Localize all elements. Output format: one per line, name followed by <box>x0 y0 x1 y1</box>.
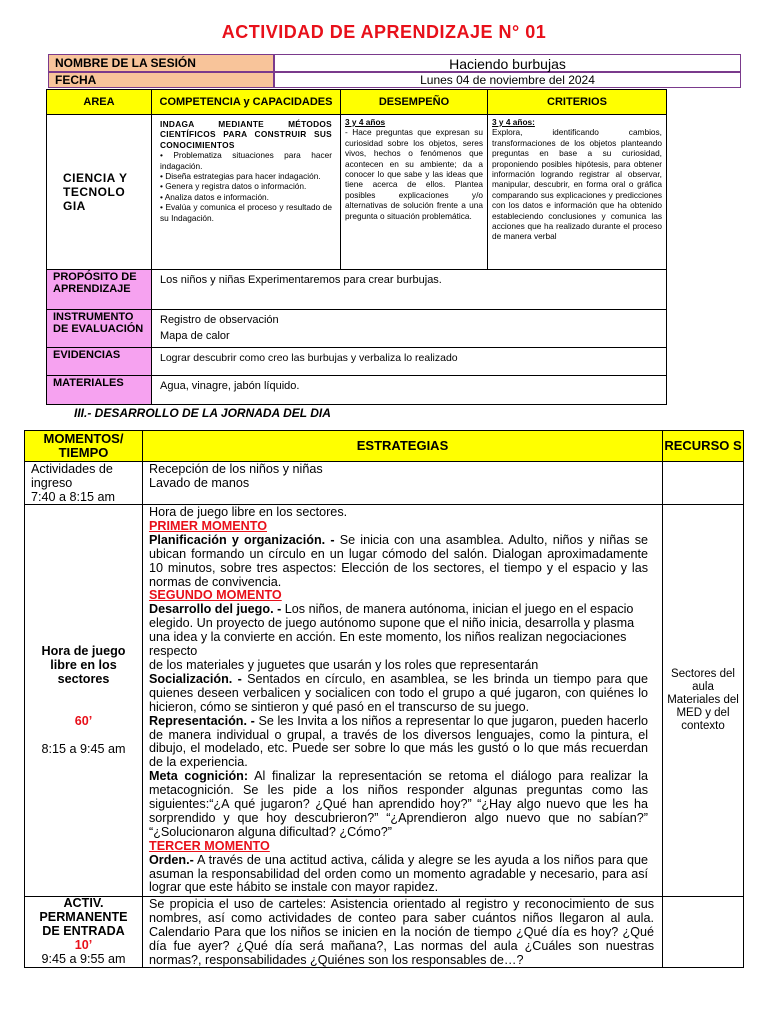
criterios-text: Explora, identificando cambios, transformaciones de los objetos planteando preguntas en base a su curiosidad, proponiendo posibles hipótesis, para obtener información logrando registrar al observar, manipular, descubrir, en forma oral o gráfica comparando sus explicaciones y predicciones con los datos e información que ha obtenido estableciendo conclusiones y comunica las acciones que ha realizado durante el proceso de manera verbal <box>492 127 662 242</box>
row1-moment-cell <box>24 461 143 505</box>
row3-text: Se propicia el uso de carteles: Asistencia orientado al registro y reconocimiento de sus nombres, así como actividades de conteo para saber cuántos niños llegaron al aula. Calendario Para que los niños se inicien en la noción de tiempo ¿Qué día es hoy? ¿Qué día fue ayer? ¿Qué día será mañana?, Las normas del aula ¿Cuáles son nuestras normas?, responsabilidades ¿Quiénes son los responsables de…? <box>149 897 654 967</box>
materiales-label: MATERIALES <box>46 375 152 405</box>
row2-moment-cell <box>24 504 143 897</box>
date-label: FECHA <box>48 72 274 88</box>
primer-momento-heading: PRIMER MOMENTO <box>149 518 268 533</box>
row1-strategy: Lavado de manos <box>149 475 250 490</box>
capacidad-item: • Analiza datos e información. <box>160 191 269 202</box>
criterios-cell <box>487 114 667 270</box>
desarrollo-text-continued: de los materiales y juguetes que usarán y los roles que representarán <box>149 657 539 672</box>
row2-time: 8:15 a 9:45 am <box>41 741 126 756</box>
instrumento-item: Mapa de calor <box>160 330 230 342</box>
section-heading: III.- DESARROLLO DE LA JORNADA DEL DIA <box>74 406 331 420</box>
row2-moment: Hora de juego libre en los sectores <box>41 644 126 686</box>
row2-strategies-cell <box>142 504 663 897</box>
evidencias-value: Lograr descubrir como creo las burbujas y verbaliza lo realizado <box>151 347 667 376</box>
area-value: CIENCIA Y TECNOLO GIA <box>63 171 128 213</box>
competencia-cell <box>151 114 341 270</box>
row3-strategies-cell <box>142 896 663 968</box>
row3-moment: ACTIV. PERMANENTE DE ENTRADA <box>39 896 128 938</box>
row2-resources: Sectores del aula Materiales del MED y del contexto <box>667 668 739 732</box>
instrumento-label: INSTRUMENTO DE EVALUACIÓN <box>46 309 152 348</box>
proposito-label: PROPÓSITO DE APRENDIZAJE <box>46 269 152 310</box>
row2-duration: 60’ <box>74 713 93 728</box>
evidencias-label: EVIDENCIAS <box>46 347 152 376</box>
header-recursos: RECURSO S <box>662 430 744 462</box>
metacognicion-text: Al finalizar la representación se retoma el diálogo para realizar la metacognición. Se les pide a los niños responder algunas preguntas como las siguientes:“¿A qué jugaron? ¿Qué han aprendido hoy?” “¿Hay algo nuevo que les ha sorprendido y que hoy descubrieron?” “¿Aprendieron algo nuevo que no sabían?” “¿Solucionaron alguna dificultad? ¿Cómo?” <box>149 769 648 839</box>
representacion-label: Representación. - <box>149 713 255 728</box>
row3-time: 9:45 a 9:55 am <box>41 951 126 966</box>
row3-duration: 10’ <box>74 937 93 952</box>
header-momentos: MOMENTOS/ TIEMPO <box>24 430 143 462</box>
proposito-value: Los niños y niñas Experimentaremos para crear burbujas. <box>151 269 667 310</box>
desempeno-cell <box>340 114 488 270</box>
instrumento-cell <box>151 309 667 348</box>
planificacion-label: Planificación y organización. - <box>149 532 335 547</box>
socializacion-text: Sentados en círculo, en asamblea, se les brinda un tiempo para que quienes deseen verbalicen y socialicen con todo el grupo a qué jugaron, con quiénes lo hicieron, cómo se sintieron y qué pasó en el transcurso de su juego. <box>149 671 648 714</box>
date-value: Lunes 04 de noviembre del 2024 <box>274 72 741 88</box>
header-area: AREA <box>46 89 152 115</box>
row1-time: 7:40 a 8:15 am <box>31 489 116 504</box>
row1-moment: Actividades de ingreso <box>31 462 113 490</box>
row1-resources-cell <box>662 461 744 505</box>
orden-text: A través de una actitud activa, cálida y alegre se les ayuda a los niños para que asuman la responsabilidad del orden como un momento agradable y necesario, para así lograr que este hábito se instale con mayor rapidez. <box>149 852 648 895</box>
row2-resources-cell <box>662 504 744 897</box>
materiales-value: Agua, vinagre, jabón líquido. <box>151 375 667 405</box>
row3-moment-cell <box>24 896 143 968</box>
row3-resources-cell <box>662 896 744 968</box>
criterios-age: 3 y 4 años: <box>492 117 535 127</box>
capacidad-item: • Genera y registra datos o información. <box>160 181 307 192</box>
representacion-text: Se les Invita a los niños a representar lo que jugaron, pueden hacerlo de manera individual o grupal, a través de los diversos lenguajes, como la pintura, el dibujo, el modelado, etc. Puede ser sobre lo que más les gustó o lo que más recuerdan de la experiencia. <box>149 713 649 770</box>
competencia-title: INDAGA MEDIANTE MÉTODOS CIENTÍFICOS PARA CONSTRUIR SUS CONOCIMIENTOS <box>160 119 332 150</box>
tercer-momento-heading: TERCER MOMENTO <box>149 838 270 853</box>
area-cell <box>46 114 152 270</box>
header-competencia: COMPETENCIA y CAPACIDADES <box>151 89 341 115</box>
row1-strategies-cell <box>142 461 663 505</box>
document-title: ACTIVIDAD DE APRENDIZAJE N° 01 <box>221 22 547 42</box>
capacidad-item: • Evalúa y comunica el proceso y resultado de su Indagación. <box>160 202 332 223</box>
header-criterios: CRITERIOS <box>487 89 667 115</box>
header-desempeno: DESEMPEÑO <box>340 89 488 115</box>
metacognicion-label: Meta cognición: <box>149 769 249 784</box>
capacidad-item: • Diseña estrategias para hacer indagación. <box>160 171 321 182</box>
orden-label: Orden.- <box>149 852 194 867</box>
desarrollo-label: Desarrollo del juego. - <box>149 602 282 617</box>
row1-strategy: Recepción de los niños y niñas <box>149 462 323 476</box>
header-estrategias: ESTRATEGIAS <box>142 430 663 462</box>
row2-intro: Hora de juego libre en los sectores. <box>149 505 348 519</box>
desempeno-age: 3 y 4 años <box>345 117 386 127</box>
desempeno-text: - Hace preguntas que expresan su curiosidad sobre los objetos, seres vivos, hechos o fenómenos que acontecen en su ambiente; da a conocer lo que sabe y las ideas que tiene acerca de ellos. Plantea posibles explicaciones y/o alternativas de solución frente a una pregunta o situación problemática. <box>345 127 483 221</box>
segundo-momento-heading: SEGUNDO MOMENTO <box>149 588 282 603</box>
socializacion-label: Socialización. - <box>149 671 242 686</box>
instrumento-item: Registro de observación <box>160 314 279 326</box>
capacidad-item: • Problematiza situaciones para hacer indagación. <box>160 150 332 171</box>
session-name-value: Haciendo burbujas <box>274 54 741 72</box>
planificacion-text: Se inicia con una asamblea. Adulto, niños y niñas se ubican formando un círculo en un lugar cómodo del salón. Dialogan aproximadamente 10 minutos, sobre tres aspectos: Elección de los sectores, el tiempo y el espacio y las normas de convivencia. <box>149 532 648 589</box>
session-name-label: NOMBRE DE LA SESIÓN <box>48 54 274 72</box>
desarrollo-text: Los niños, de manera autónoma, inician el juego en el espacio elegido. Un proyecto de juego autónomo supone que el niño inicia, desarrolla y plasma una idea y la convierte en acción. En este momento, los niños realizan negociaciones respecto <box>149 602 635 659</box>
